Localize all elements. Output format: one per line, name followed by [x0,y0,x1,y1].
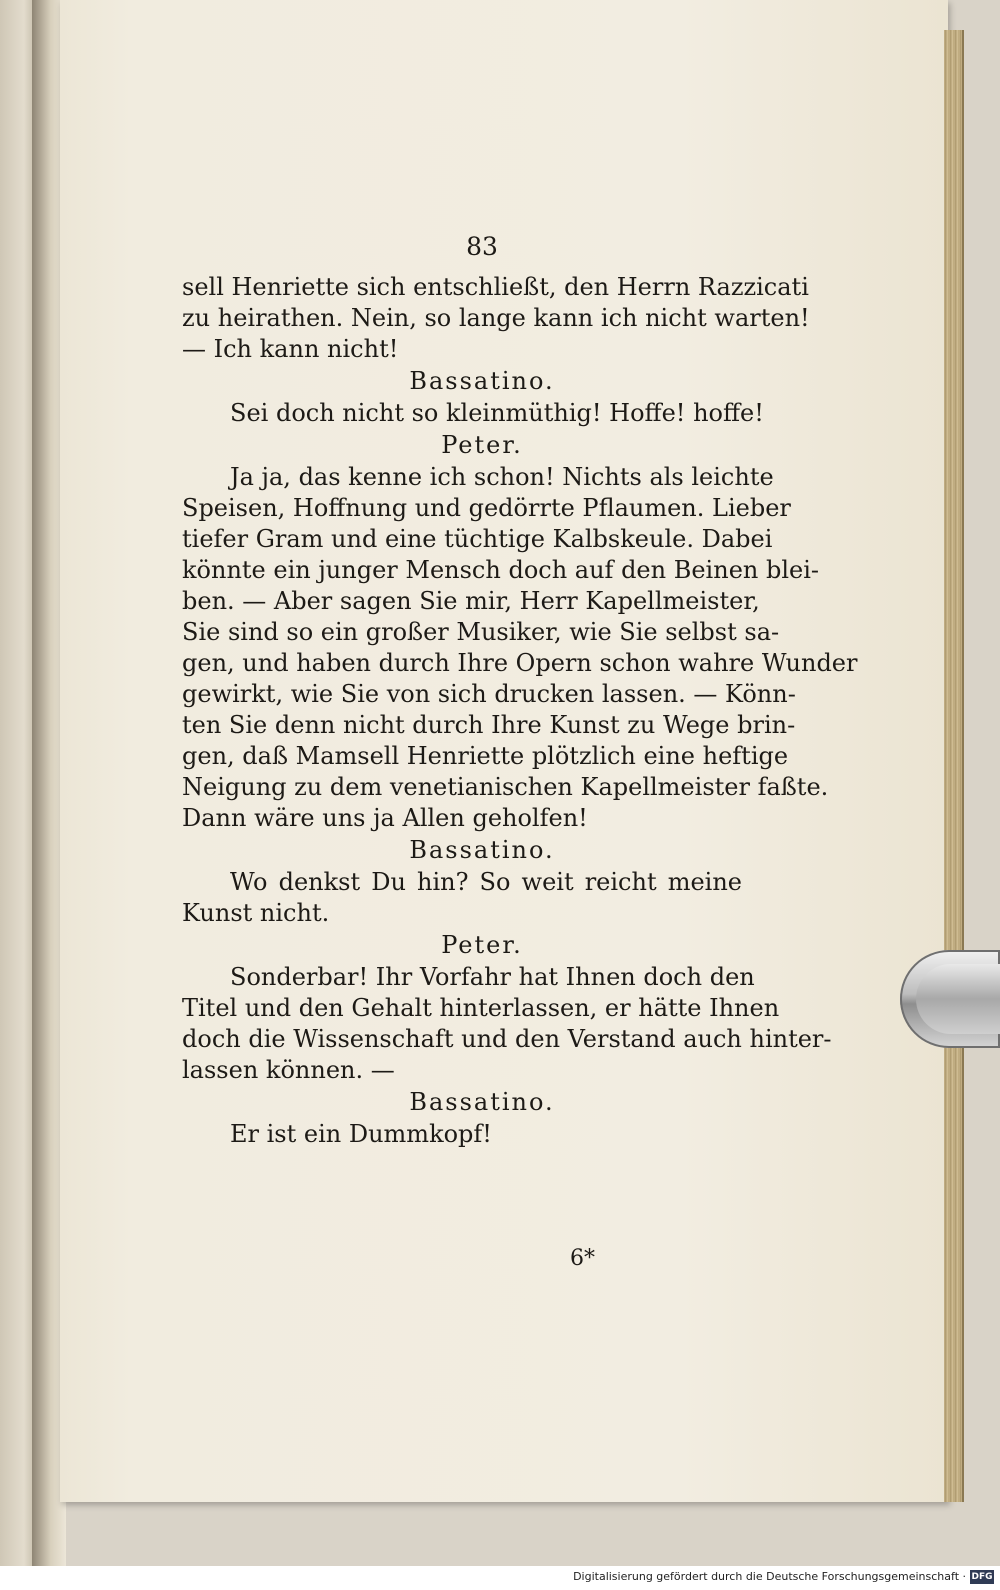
text-line: Neigung zu dem venetianischen Kapellmeister faßte. [182,773,829,801]
text-line: Sonderbar! Ihr Vorfahr hat Ihnen doch den [230,963,755,991]
text-line: lassen können. — [182,1056,395,1084]
text-line: Kunst nicht. [182,899,330,927]
footer-credit: Digitalisierung gefördert durch die Deutsche Forschungsgemeinschaft · [573,1570,966,1583]
dfg-logo-icon: DFG [971,1572,993,1582]
page-number: 83 [466,232,498,261]
page-clip-inner [916,964,1000,1034]
text-line: doch die Wissenschaft und den Verstand auch hinter- [182,1025,832,1053]
speaker-name: Peter. [441,431,523,459]
text-line: Ja ja, das kenne ich schon! Nichts als leichte [230,463,774,491]
text-line: Speisen, Hoffnung und gedörrte Pflaumen. Lieber [182,494,791,522]
text-line: sell Henriette sich entschließt, den Herrn Razzicati [182,273,809,301]
footer-bar [0,1566,1000,1590]
text-line: zu heirathen. Nein, so lange kann ich nicht warten! [182,304,810,332]
text-line: Er ist ein Dummkopf! [230,1120,492,1148]
text-line: ben. — Aber sagen Sie mir, Herr Kapellmeister, [182,587,760,615]
page-block-edge [944,30,964,1502]
text-line: könnte ein junger Mensch doch auf den Beinen blei- [182,556,820,584]
page-text [182,222,858,1150]
text-line: gen, daß Mamsell Henriette plötzlich eine heftige [182,742,789,770]
text-line: gen, und haben durch Ihre Opern schon wahre Wunder [182,649,858,677]
text-line: ten Sie denn nicht durch Ihre Kunst zu Wege brin- [182,711,796,739]
text-line: Sie sind so ein großer Musiker, wie Sie selbst sa- [182,618,780,646]
speaker-name: Peter. [441,931,523,959]
speaker-name: Bassatino. [409,836,555,864]
text-line: — Ich kann nicht! [182,335,399,363]
signature-mark: 6* [570,1246,595,1271]
text-line: Sei doch nicht so kleinmüthig! Hoffe! hoffe! [230,399,764,427]
text-line: Titel und den Gehalt hinterlassen, er hätte Ihnen [182,994,780,1022]
text-line: Wo denkst Du hin? So weit reicht meine [230,868,742,896]
text-line: Dann wäre uns ja Allen geholfen! [182,804,588,832]
speaker-name: Bassatino. [409,1088,555,1116]
text-line: tiefer Gram und eine tüchtige Kalbskeule. Dabei [182,525,773,553]
text-line: gewirkt, wie Sie von sich drucken lassen. — Könn- [182,680,796,708]
speaker-name: Bassatino. [409,367,555,395]
